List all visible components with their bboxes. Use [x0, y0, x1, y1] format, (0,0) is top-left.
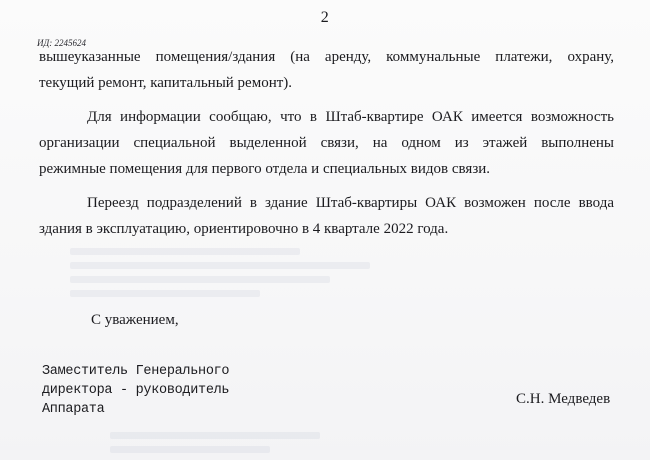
paragraph-line: здания в эксплуатацию, ориентировочно в 4 квартале 2022 года. — [39, 221, 449, 237]
paragraph-line: режимные помещения для первого отдела и специальных видов связи. — [39, 161, 491, 177]
paragraph-line: организации специальной выделенной связи, на одном из этажей выполнены — [39, 135, 614, 151]
signer-title-line: Аппарата — [42, 402, 105, 417]
page-number: 2 — [320, 9, 330, 26]
paragraph-line: Переезд подразделений в здание Штаб-квартиры ОАК возможен после ввода — [87, 195, 614, 211]
paragraph-3 — [39, 190, 614, 242]
paragraph-line: Для информации сообщаю, что в Штаб-квартире ОАК имеется возможность — [87, 109, 614, 125]
bleed-through-mark — [110, 432, 320, 439]
signer-title-line: Заместитель Генерального — [42, 364, 230, 379]
document-id: ИД: 2245624 — [37, 38, 86, 48]
paragraph-2 — [39, 104, 614, 182]
bleed-through-mark — [70, 290, 260, 297]
bleed-through-mark — [70, 262, 370, 269]
paragraph-1 — [39, 44, 614, 96]
bleed-through-mark — [110, 446, 270, 453]
bleed-through-mark — [70, 248, 300, 255]
signer-title-line: директора - руководитель — [42, 383, 230, 398]
paragraph-line: текущий ремонт, капитальный ремонт). — [39, 75, 293, 91]
signer-title — [42, 362, 229, 419]
signer-name: С.Н. Медведев — [516, 391, 611, 407]
bleed-through-mark — [70, 276, 330, 283]
paragraph-line: вышеуказанные помещения/здания (на аренду, коммунальные платежи, охрану, — [39, 49, 614, 65]
closing-salutation: С уважением, — [91, 312, 179, 328]
